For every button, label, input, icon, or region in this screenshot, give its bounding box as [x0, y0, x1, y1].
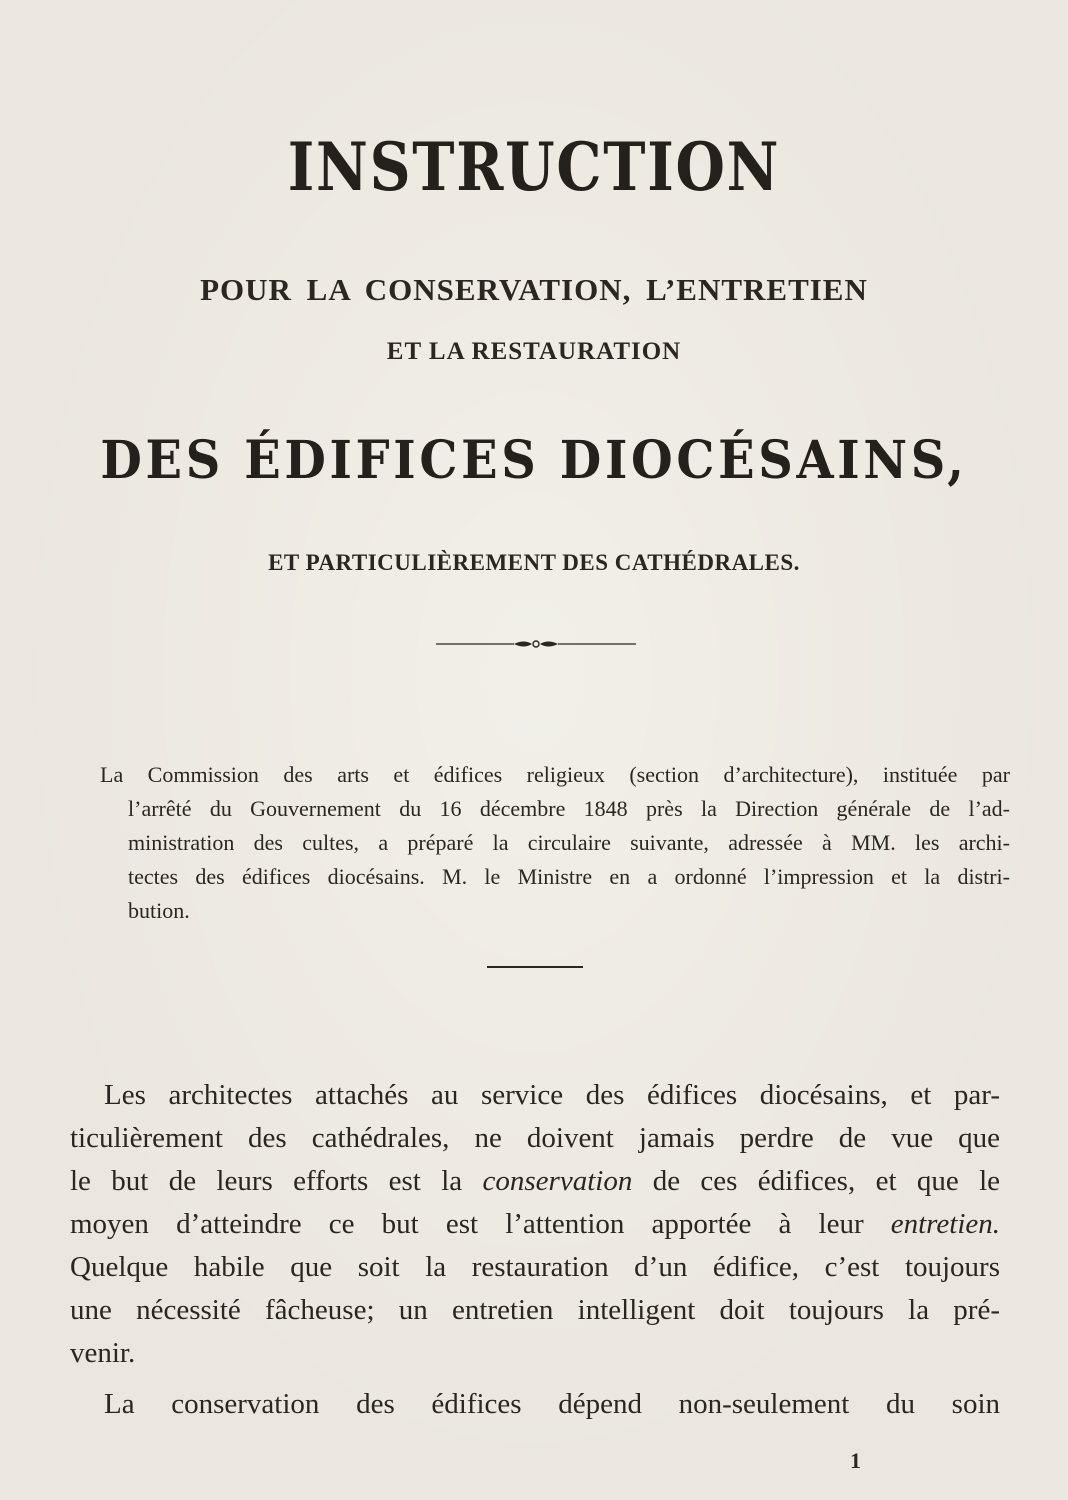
- notice-line: ministration des cultes, a préparé la circulaire suivante, adressée à MM. les archi-: [128, 830, 1010, 855]
- body-text-segment: de ces édifices, et que le: [652, 1165, 1000, 1197]
- body-line: venir.: [70, 1337, 136, 1369]
- emphasis-entretien: entretien.: [890, 1208, 1000, 1240]
- body-text: [70, 1074, 1000, 1426]
- commission-notice: [100, 758, 1010, 928]
- secondary-title: DES ÉDIFICES DIOCÉSAINS,: [100, 430, 968, 491]
- subtitle-line-1: POUR LA CONSERVATION, L’ENTRETIEN: [200, 272, 868, 307]
- body-line: Quelque habile que soit la restauration d’un édifice, c’est toujours: [70, 1251, 1000, 1283]
- body-line: La conservation des édifices dépend non-seulement du soin: [104, 1388, 1000, 1420]
- notice-line: bution.: [128, 898, 190, 923]
- body-line: [70, 1160, 1000, 1203]
- notice-line: l’arrêté du Gouvernement du 16 décembre 1848 près la Direction générale de l’ad-: [128, 796, 1010, 821]
- notice-line: tectes des édifices diocésains. M. le Ministre en a ordonné l’impression et la distri-: [128, 864, 1010, 889]
- notice-line: La Commission des arts et édifices religieux (section d’architecture), instituée par: [100, 762, 1010, 787]
- ornament-divider-icon: [436, 634, 636, 654]
- body-line: ticulièrement des cathédrales, ne doivent jamais perdre de vue que: [70, 1122, 1000, 1154]
- body-line: Les architectes attachés au service des édifices diocésains, et par-: [104, 1079, 1000, 1111]
- page-title: INSTRUCTION: [287, 128, 781, 206]
- subtitle-line-2: ET LA RESTAURATION: [386, 338, 682, 365]
- page-number: 1: [850, 1448, 861, 1473]
- body-line: une nécessité fâcheuse; un entretien intelligent doit toujours la pré-: [70, 1294, 1000, 1326]
- body-text-segment: le but de leurs efforts est la: [70, 1165, 463, 1197]
- body-line: [70, 1203, 1000, 1246]
- subtitle-line-3: ET PARTICULIÈREMENT DES CATHÉDRALES.: [268, 550, 800, 575]
- emphasis-conservation: conservation: [482, 1165, 633, 1197]
- section-rule: [487, 966, 583, 968]
- body-text-segment: moyen d’atteindre ce but est l’attention apportée à leur: [70, 1208, 864, 1240]
